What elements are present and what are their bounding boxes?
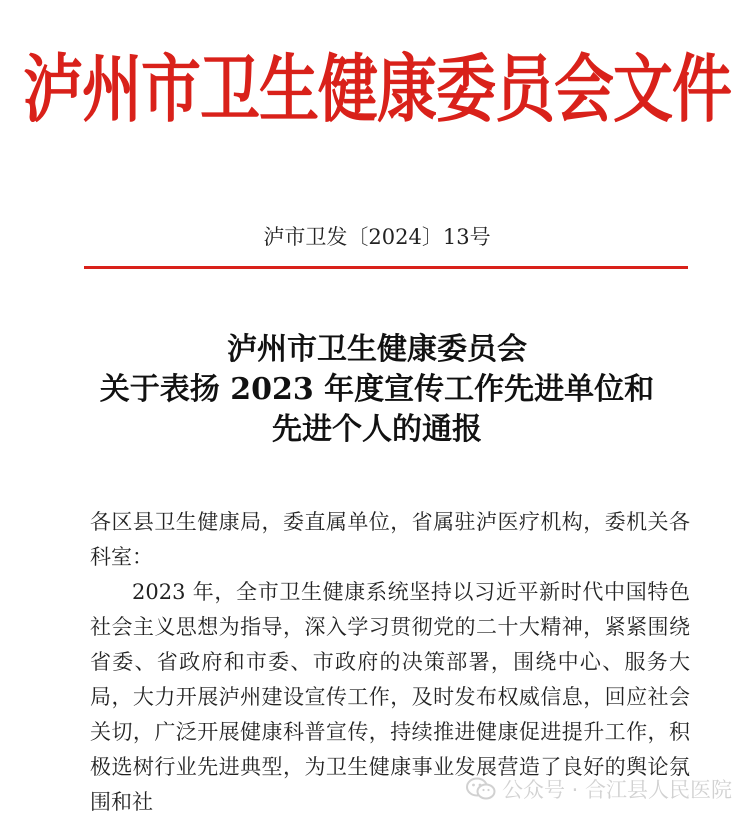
wechat-icon: [466, 776, 496, 802]
title-line-1: 泸州市卫生健康委员会: [227, 332, 527, 367]
title-line-3: 先进个人的通报: [272, 412, 482, 447]
wechat-watermark: [466, 773, 732, 805]
watermark-text: 公众号 · 合江县人民医院: [501, 778, 732, 802]
title-line-2: 关于表扬 2023 年度宣传工作先进单位和: [99, 372, 655, 407]
document-number: 泸市卫发〔2024〕13号: [263, 225, 491, 249]
recipients-line: 各区县卫生健康局，委直属单位，省属驻泸医疗机构，委机关各科室：: [90, 510, 690, 569]
org-title: 泸州市卫生健康委员会文件: [23, 47, 731, 133]
notice-title: [0, 330, 754, 450]
body-paragraph: 2023 年，全市卫生健康系统坚持以习近平新时代中国特色社会主义思想为指导，深入学习贯彻党的二十大精神，紧紧围绕省委、省政府和市委、市政府的决策部署，围绕中心、服务大局，大力开展泸州建设宣传工作，及时发布权威信息，回应社会关切，广泛开展健康科普宣传，持续推进健康促进提升工作，积极选树行业先进典型，为卫生健康事业发展营造了良好的舆论氛围和社: [90, 580, 690, 814]
red-divider: [84, 266, 688, 269]
